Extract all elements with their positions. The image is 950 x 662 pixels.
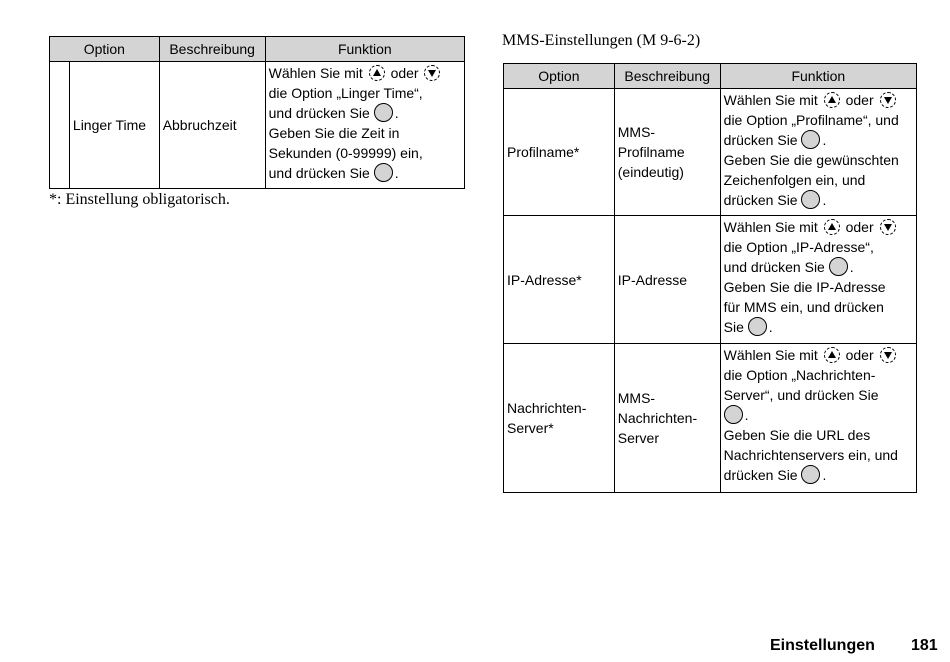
column-header-function: Funktion (265, 37, 464, 62)
indent-cell (50, 62, 70, 189)
func-text: Server“, und drücken Sie (723, 387, 879, 403)
description-cell (614, 89, 720, 216)
option-cell (504, 344, 615, 493)
func-text: . (394, 165, 399, 181)
column-header-option: Option (504, 64, 615, 89)
center-key-icon (724, 405, 743, 424)
func-text: Geben Sie die IP-Adresse (723, 279, 886, 295)
func-text: Sie (723, 319, 744, 335)
func-text: Wählen Sie mit (723, 219, 818, 235)
func-text: Wählen Sie mit (268, 65, 363, 81)
table-header-row (504, 64, 917, 89)
func-text: die Option „Profilname“, und (723, 112, 899, 128)
description-line: Nachrichten- (617, 410, 698, 426)
description-line: Profilname (617, 144, 685, 160)
description-line: Server (617, 430, 659, 446)
column-header-function: Funktion (720, 64, 916, 89)
description-line: IP-Adresse (617, 271, 688, 288)
center-key-icon (829, 257, 848, 276)
up-key-icon (369, 65, 385, 81)
func-text: Sekunden (0-99999) ein, (268, 145, 423, 161)
option-line: Server* (507, 420, 554, 436)
table-row (50, 62, 465, 189)
down-key-icon (880, 347, 896, 363)
func-text: . (394, 105, 399, 121)
down-key-icon (880, 92, 896, 108)
center-key-icon (801, 190, 820, 209)
footnote: *: Einstellung obligatorisch. (49, 191, 230, 208)
func-text: . (768, 319, 773, 335)
up-key-icon (824, 347, 840, 363)
table-row (504, 344, 917, 493)
up-key-icon (824, 92, 840, 108)
func-text: oder (845, 92, 874, 108)
func-text: . (822, 192, 827, 208)
func-text: . (744, 407, 749, 423)
down-key-icon (424, 65, 440, 81)
func-text: und drücken Sie (723, 259, 825, 275)
func-text: drücken Sie (723, 467, 798, 483)
func-text: für MMS ein, und drücken (723, 299, 884, 315)
section-title: MMS-Einstellungen (M 9-6-2) (502, 32, 701, 49)
center-key-icon (374, 103, 393, 122)
down-key-icon (880, 219, 896, 235)
func-text: und drücken Sie (268, 165, 370, 181)
description-line: MMS- (617, 124, 656, 140)
func-text: Wählen Sie mit (723, 347, 818, 363)
center-key-icon (374, 163, 393, 182)
mms-settings-table (503, 63, 917, 493)
func-text: Zeichenfolgen ein, und (723, 172, 866, 188)
table-header-row (50, 37, 465, 62)
description-line: MMS- (617, 390, 656, 406)
func-text: . (849, 259, 854, 275)
page-number: 181 (911, 637, 938, 654)
center-key-icon (748, 317, 767, 336)
func-text: oder (390, 65, 419, 81)
func-text: Nachrichtenservers ein, und (723, 447, 898, 463)
column-header-option: Option (50, 37, 160, 62)
option-cell: Linger Time (69, 62, 159, 189)
table-row (504, 216, 917, 344)
function-cell (720, 89, 916, 216)
up-key-icon (824, 219, 840, 235)
option-cell: Profilname* (504, 89, 615, 216)
description-line: (eindeutig) (617, 164, 684, 180)
table-row (504, 89, 917, 216)
center-key-icon (801, 130, 820, 149)
function-cell (720, 216, 916, 344)
func-text: drücken Sie (723, 192, 798, 208)
func-text: drücken Sie (723, 132, 798, 148)
option-cell: IP-Adresse* (504, 216, 615, 344)
func-text: die Option „Linger Time“, (268, 85, 423, 101)
option-line: Nachrichten- (507, 400, 587, 416)
footer-section-title: Einstellungen (770, 637, 875, 654)
center-key-icon (801, 465, 820, 484)
description-cell: Abbruchzeit (159, 62, 265, 189)
func-text: . (822, 467, 827, 483)
func-text: und drücken Sie (268, 105, 370, 121)
func-text: die Option „Nachrichten- (723, 367, 876, 383)
column-header-description: Beschreibung (159, 37, 265, 62)
linger-time-table (49, 36, 465, 189)
func-text: die Option „IP-Adresse“, (723, 239, 874, 255)
function-cell (265, 62, 464, 189)
description-cell (614, 216, 720, 344)
func-text: Geben Sie die gewünschten (723, 152, 899, 168)
func-text: oder (845, 219, 874, 235)
function-cell (720, 344, 916, 493)
func-text: . (822, 132, 827, 148)
description-cell (614, 344, 720, 493)
func-text: oder (845, 347, 874, 363)
func-text: Geben Sie die Zeit in (268, 125, 400, 141)
func-text: Wählen Sie mit (723, 92, 818, 108)
func-text: Geben Sie die URL des (723, 427, 871, 443)
column-header-description: Beschreibung (614, 64, 720, 89)
